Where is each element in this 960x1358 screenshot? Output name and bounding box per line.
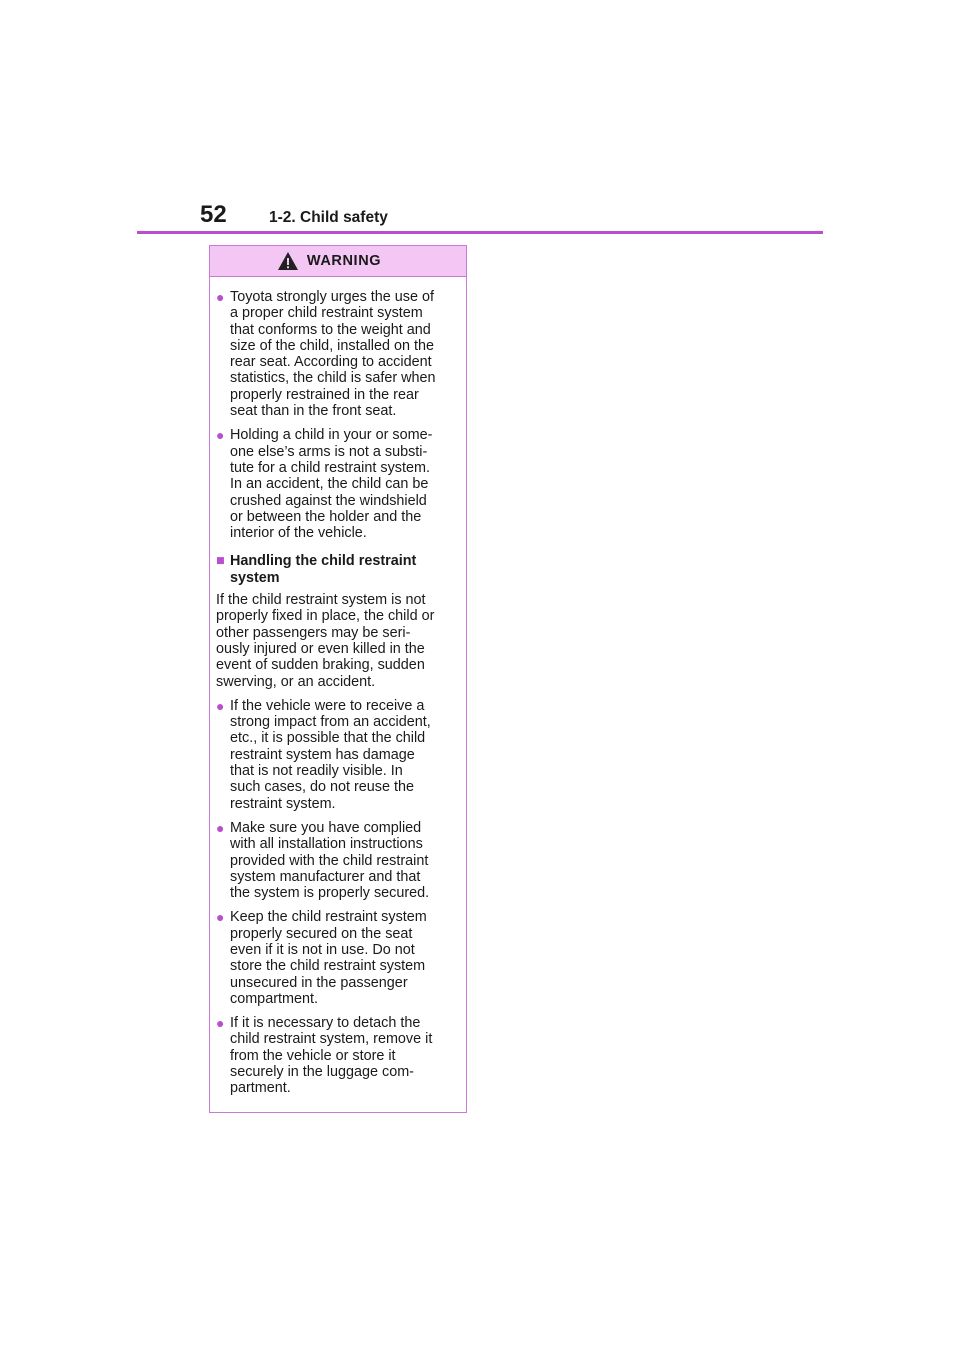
list-item [216, 427, 458, 541]
warning-triangle-icon [277, 251, 299, 271]
list-item-text: Holding a child in your or some- one else’s arms is not a substi- tute for a child restraint system. In an accident, the child can be crushed against the windshield or between the holder and the interior of the vehicle. [230, 427, 433, 542]
warning-header [210, 246, 466, 277]
list-item [216, 820, 458, 901]
list-item-text: Keep the child restraint system properly secured on the seat even if it is not in use. Do not store the child restraint system unsecured in the passenger compartment. [230, 909, 427, 1007]
page-number: 52 [200, 201, 227, 228]
bullet-dot-icon: ● [216, 819, 225, 836]
warning-title: WARNING [306, 253, 382, 269]
header-divider [137, 231, 823, 234]
list-item [216, 289, 458, 419]
bullet-dot-icon: ● [216, 289, 225, 305]
list-item-text: If it is necessary to detach the child restraint system, remove it from the vehicle or store it securely in the luggage com- partment. [230, 1015, 433, 1097]
list-item [216, 698, 458, 812]
bullet-dot-icon: ● [216, 697, 225, 714]
bullet-dot-icon: ● [216, 1015, 225, 1032]
subsection-heading [216, 553, 458, 586]
section-title: 1-2. Child safety [269, 209, 388, 226]
list-item [216, 1015, 458, 1096]
warning-box [209, 245, 467, 1113]
list-item-text: Toyota strongly urges the use of a proper child restraint system that conforms to the weight and size of the child, installed on the rear seat. According to accident statistics, the child is safer when properly restrained in the rear seat than in the front seat. [230, 289, 436, 420]
paragraph: If the child restraint system is not properly fixed in place, the child or other passengers may be seri- ously injured or even killed in the event of sudden braking, sudden swerving, or an accident. [216, 592, 435, 690]
warning-body [210, 277, 466, 1097]
bullet-dot-icon: ● [216, 427, 225, 444]
bullet-dot-icon: ● [216, 909, 225, 926]
list-item [216, 909, 458, 1007]
square-bullet-icon: ■ [216, 553, 225, 570]
subsection-heading-text: Handling the child restraint system [230, 553, 417, 586]
list-item-text: If the vehicle were to receive a strong impact from an accident, etc., it is possible that the child restraint system has damage that is not readily visible. In such cases, do not reuse the restraint system. [230, 697, 431, 812]
list-item-text: Make sure you have complied with all installation instructions provided with the child restraint system manufacturer and that the system is properly secured. [230, 819, 430, 902]
